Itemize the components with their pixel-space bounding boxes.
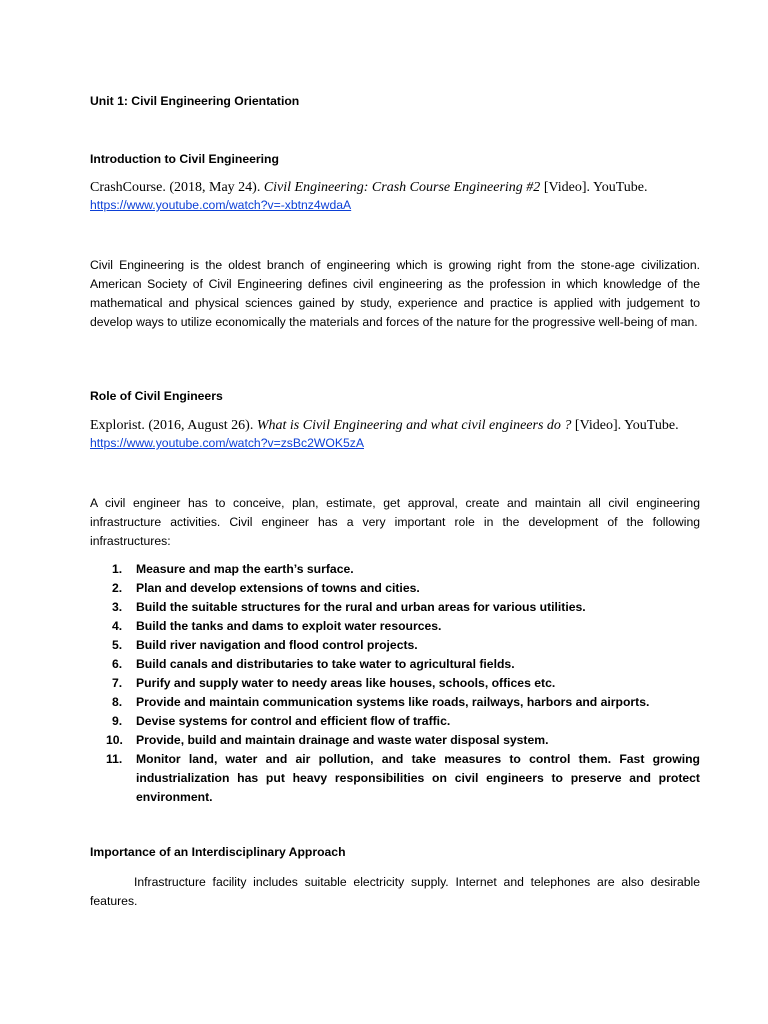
citation-line <box>90 178 700 197</box>
citation-link[interactable]: https://www.youtube.com/watch?v=zsBc2WOK5zA <box>90 436 364 450</box>
citation-link[interactable]: https://www.youtube.com/watch?v=-xbtnz4wdaA <box>90 198 352 212</box>
citation-line <box>90 416 700 435</box>
list-item: 2. Plan and develop extensions of towns and cities. <box>112 581 420 595</box>
list-item: 10. Provide, build and maintain drainage and waste water disposal system. <box>106 733 549 747</box>
interdisciplinary-paragraph: Infrastructure facility includes suitable electricity supply. Internet and telephones are also desirable features. <box>90 875 700 908</box>
citation-medium: [Video]. YouTube. <box>574 418 679 433</box>
list-item: 1. Measure and map the earth’s surface. <box>112 562 354 576</box>
section-heading-interdisciplinary: Importance of an Interdisciplinary Approach <box>90 845 346 859</box>
citation-explorist <box>90 416 700 452</box>
citation-title: Civil Engineering: Crash Course Engineering #2 <box>263 180 541 195</box>
citation-author: Explorist. <box>90 418 145 433</box>
infrastructure-list <box>90 560 700 807</box>
intro-paragraph: Civil Engineering is the oldest branch of engineering which is growing right from the stone-age civilization. American Society of Civil Engineering defines civil engineering as the profession in which knowledge of the mathematical and physical sciences gained by study, experience and practice is applied with judgement to develop ways to utilize economically the materials and forces of the nature for the progressive well-being of man. <box>90 258 700 329</box>
role-paragraph: A civil engineer has to conceive, plan, estimate, get approval, create and maintain all civil engineering infrastructure activities. Civil engineer has a very important role in the development of the following infrastructures: <box>90 496 700 548</box>
unit-title: Unit 1: Civil Engineering Orientation <box>90 94 300 108</box>
citation-medium: [Video]. YouTube. <box>543 180 648 195</box>
section-heading-role: Role of Civil Engineers <box>90 389 223 403</box>
list-item: 6. Build canals and distributaries to take water to agricultural fields. <box>112 657 515 671</box>
citation-date: (2018, May 24). <box>169 180 261 195</box>
citation-title: What is Civil Engineering and what civil engineers do ? <box>256 418 572 433</box>
citation-date: (2016, August 26). <box>148 418 254 433</box>
list-item: 3. Build the suitable structures for the rural and urban areas for various utilities. <box>112 600 586 614</box>
list-item: 5. Build river navigation and flood control projects. <box>112 638 418 652</box>
citation-crashcourse <box>90 178 700 214</box>
list-item: 8. Provide and maintain communication systems like roads, railways, harbors and airports. <box>112 695 650 709</box>
list-item: 4. Build the tanks and dams to exploit water resources. <box>112 619 442 633</box>
section-heading-introduction: Introduction to Civil Engineering <box>90 152 279 166</box>
list-item: 9. Devise systems for control and efficient flow of traffic. <box>112 714 451 728</box>
citation-author: CrashCourse. <box>90 180 166 195</box>
list-item: 11. Monitor land, water and air pollution, and take measures to control them. Fast growing industrialization has put heavy responsibilities on civil engineers to preserve and protect environment. <box>106 752 700 804</box>
list-item: 7. Purify and supply water to needy areas like houses, schools, offices etc. <box>112 676 556 690</box>
